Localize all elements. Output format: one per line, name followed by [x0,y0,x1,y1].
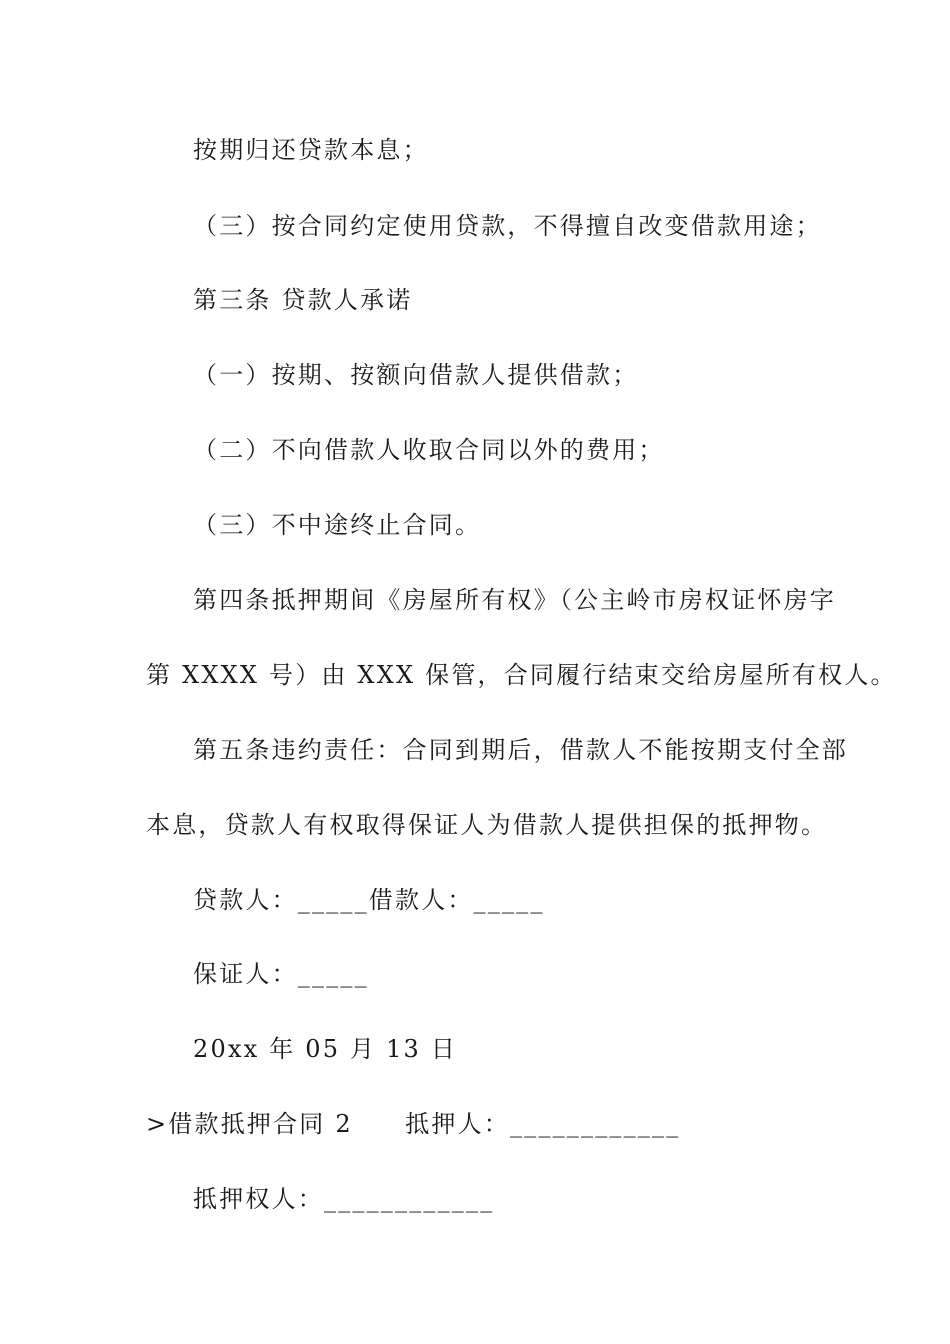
signature-lender-borrower: 贷款人：_____借款人：_____ [193,886,545,914]
text-line-no-extra-fees: （二）不向借款人收取合同以外的费用； [193,436,665,464]
text-line-no-termination: （三）不中途终止合同。 [193,511,482,539]
text-line-repay: 按期归还贷款本息； [193,136,429,164]
article-5-line-1: 第五条违约责任：合同到期后，借款人不能按期支付全部 [193,736,848,764]
document-date: 20xx 年 05 月 13 日 [193,1035,458,1063]
article-4-line-1: 第四条抵押期间《房屋所有权》（公主岭市房权证怀房字 [193,586,836,614]
text-line-use-loan: （三）按合同约定使用贷款，不得擅自改变借款用途； [193,212,822,240]
text-line-provide-loan: （一）按期、按额向借款人提供借款； [193,361,639,389]
mortgagee-signature: 抵押权人：____________ [193,1185,495,1213]
contract-2-mortgagor: >借款抵押合同 2 抵押人：____________ [146,1110,681,1138]
article-4-line-2: 第 XXXX 号）由 XXX 保管，合同履行结束交给房屋所有权人。 [146,661,897,689]
signature-guarantor: 保证人：_____ [193,960,369,988]
article-5-line-2: 本息，贷款人有权取得保证人为借款人提供担保的抵押物。 [146,811,828,839]
article-3-heading: 第三条 贷款人承诺 [193,286,413,314]
